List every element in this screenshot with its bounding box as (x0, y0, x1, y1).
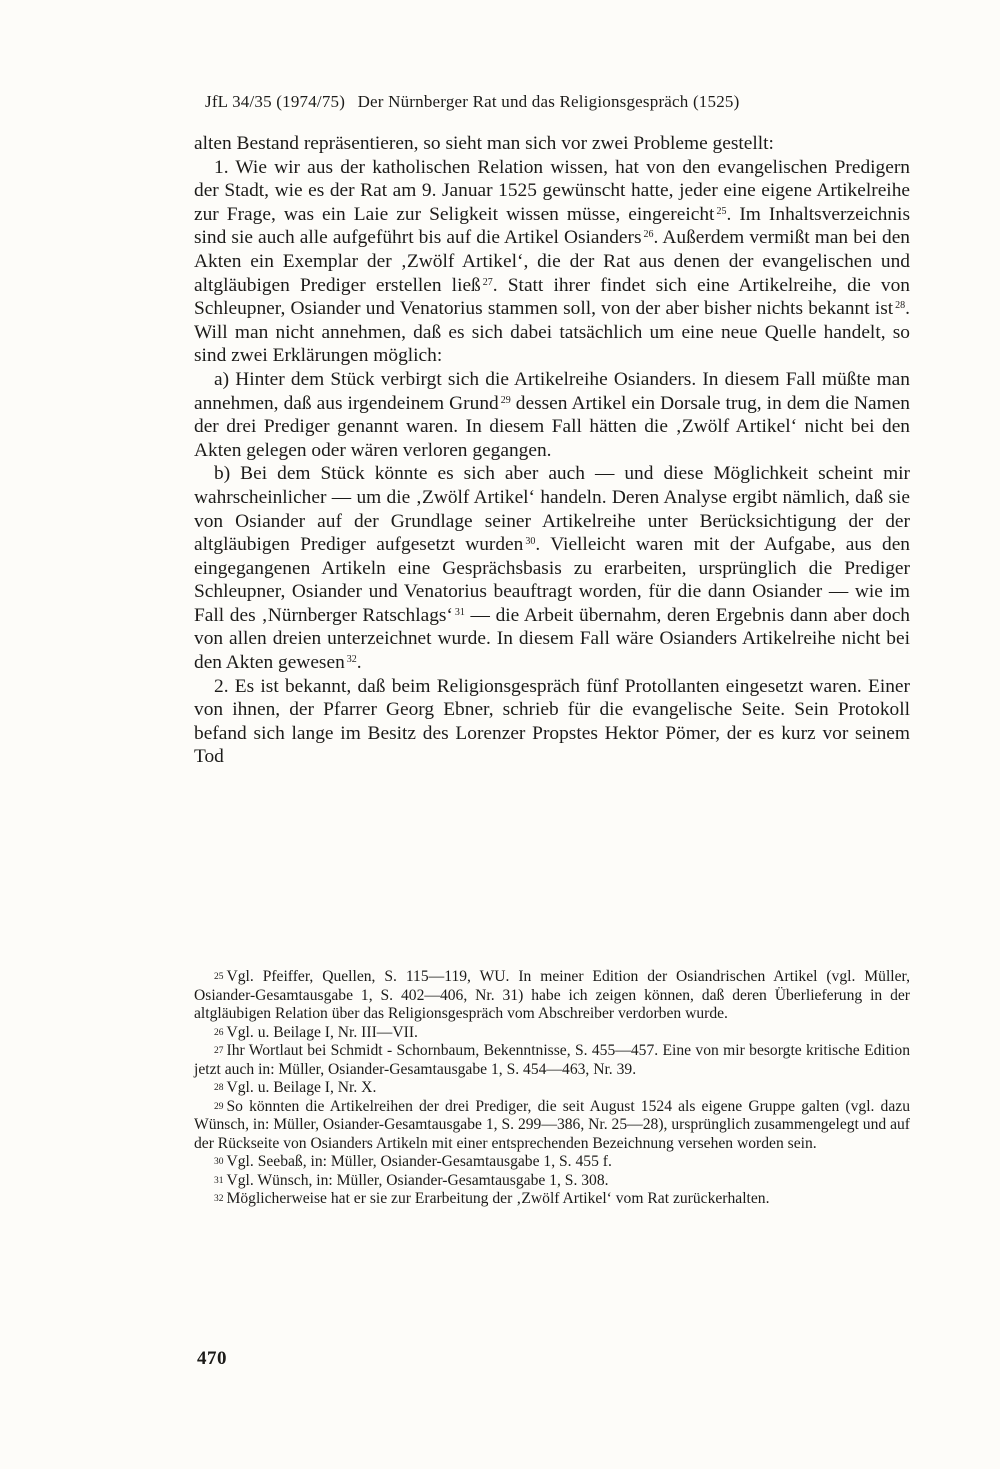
text-segment: . Statt ihrer findet sich eine Artikelreihe, die von Schleupner, Osiander und Venatorius stammen soll, von der aber bisher nichts bekannt ist (194, 274, 910, 320)
footnote-number: 32 (214, 1194, 224, 1204)
footnote-ref[interactable]: 29 (500, 394, 511, 406)
footnote (194, 968, 910, 1024)
text-segment: . Will man nicht annehmen, daß es sich dabei tatsächlich um eine neue Quelle handelt, so sind zwei Erklärungen möglich: (194, 298, 910, 367)
running-header (205, 92, 915, 112)
text-segment: . Vielleicht waren mit der Aufgabe, aus den eingegangenen Artikeln eine Gesprächsbasis zu erarbeiten, ursprünglich die Prediger Schleupner, Osiander und Venatorius beauftragt worden, für die dann Osiander — wie im Fall des ‚Nürnberger Ratschlags‘ (194, 534, 911, 626)
text-segment: . Im Inhaltsverzeichnis sind sie auch alle aufgeführt bis auf die Artikel Osianders (194, 203, 910, 249)
footnote-text: Vgl. Wünsch, in: Müller, Osiander-Gesamtausgabe 1, S. 308. (226, 1171, 609, 1189)
paragraph-explanation-b (194, 462, 910, 674)
footnote (194, 1024, 910, 1043)
footnote (194, 1079, 910, 1098)
footnote-number: 30 (214, 1157, 224, 1167)
footnote-ref[interactable]: 26 (643, 229, 654, 241)
footnotes (194, 968, 910, 1209)
page-number: 470 (197, 1348, 227, 1369)
footnote-ref[interactable]: 28 (895, 300, 906, 312)
footnote-text: Ihr Wortlaut bei Schmidt - Schornbaum, Bekenntnisse, S. 455—457. Eine von mir besorgte kritische Edition jetzt auch in: Müller, Osiander-Gesamtausgabe 1, S. 454—463, Nr. 39. (194, 1042, 910, 1078)
footnote-text: So könnten die Artikelreihen der drei Prediger, die seit August 1524 als eigene Gruppe galten (vgl. dazu Wünsch, in: Müller, Osiander-Gesamtausgabe 1, S. 299—386, Nr. 25—28), ursprünglich zusammengelegt und auf der Rückseite von Osianders Artikeln mit einer entsprechenden Bezeichnung versehen worden sein. (194, 1097, 910, 1152)
text-segment: b) Bei dem Stück könnte es sich aber auch — und diese Möglichkeit scheint mir wahrscheinlicher — um die ‚Zwölf Artikel‘ handeln. Deren Analyse ergibt nämlich, daß sie von Osiander auf der Grundlage seiner Artikelreihe unter Berücksichtigung der der altgläubigen Prediger aufgesetzt wurden (194, 463, 910, 556)
footnote (194, 1153, 910, 1172)
footnote-number: 31 (214, 1175, 224, 1186)
footnote (194, 1042, 910, 1079)
footnote-number: 28 (214, 1083, 224, 1093)
text-segment: . Außerdem vermißt man bei den Akten ein Exemplar der ‚Zwölf Artikel‘, die der Rat aus denen der evangelischen und altgläubigen Prediger erstellen ließ (194, 227, 910, 296)
text-segment: 1. Wie wir aus der katholischen Relation wissen, hat von den evangelischen Predigern der Stadt, wie es der Rat am 9. Januar 1525 gewünscht hatte, jeder eine eigene Artikelreihe zur Frage, was ein Laie zur Seligkeit wissen müsse, eingereicht (194, 156, 910, 225)
journal-citation: JfL 34/35 (1974/75) (205, 92, 346, 111)
footnote-ref[interactable]: 32 (346, 654, 357, 666)
footnote-ref[interactable]: 27 (482, 276, 493, 288)
footnote-text: Vgl. Seebaß, in: Müller, Osiander-Gesamtausgabe 1, S. 455 f. (226, 1153, 612, 1170)
footnote (194, 1172, 910, 1191)
text-segment: dessen Artikel ein Dorsale trug, in dem die Namen der drei Prediger genannt waren. In diesem Fall hätten die ‚Zwölf Artikel‘ nicht bei den Akten gelegen oder wären verloren gegangen. (194, 392, 910, 461)
footnote (194, 1098, 910, 1154)
footnote-number: 27 (214, 1046, 224, 1056)
article-title: Der Nürnberger Rat und das Religionsgespräch (1525) (357, 92, 740, 111)
footnote-text: Vgl. Pfeiffer, Quellen, S. 115—119, WU. In meiner Edition der Osiandrischen Artikel (vgl. Müller, Osiander-Gesamtausgabe 1, S. 402—406, Nr. 31) habe ich zeigen können, daß deren Überlieferung in der altgläubigen Relation über das Religionsgespräch vom Abschreiber verdorben wurde. (194, 968, 910, 1022)
footnote-ref[interactable]: 30 (525, 536, 536, 548)
footnote-number: 29 (214, 1101, 224, 1112)
footnote-number: 25 (214, 972, 224, 982)
text-segment: . (356, 652, 362, 674)
footnote-text: Möglicherweise hat er sie zur Erarbeitung der ‚Zwölf Artikel‘ vom Rat zurückerhalten. (226, 1190, 770, 1207)
main-text (194, 132, 910, 769)
paragraph-intro (194, 132, 910, 156)
paragraph-problem-2 (194, 675, 910, 769)
footnote-ref[interactable]: 25 (716, 205, 727, 217)
text-segment: 2. Es ist bekannt, daß beim Religionsgespräch fünf Protollanten eingesetzt waren. Einer von ihnen, der Pfarrer Georg Ebner, schrieb für die evangelische Seite. Sein Protokoll befand sich lange im Besitz des Lorenzer Propstes Hektor Pömer, der es kurz vor seinem Tod (194, 675, 910, 768)
paragraph-problem-1 (194, 156, 910, 368)
paragraph-explanation-a (194, 368, 910, 462)
text-segment: a) Hinter dem Stück verbirgt sich die Artikelreihe Osianders. In diesem Fall müßte man annehmen, daß aus irgendeinem Grund (194, 368, 910, 414)
footnote-ref[interactable]: 31 (454, 606, 465, 618)
text-segment: — die Arbeit übernahm, deren Ergebnis dann aber doch von allen dreien unterzeichnet wurde. In diesem Fall wäre Osianders Artikelreihe nicht bei den Akten gewesen (194, 604, 910, 674)
footnote-text: Vgl. u. Beilage I, Nr. III—VII. (226, 1023, 418, 1041)
footnote (194, 1190, 910, 1209)
footnote-number: 26 (214, 1027, 224, 1038)
text-segment: alten Bestand repräsentieren, so sieht man sich vor zwei Probleme gestellt: (194, 133, 774, 154)
footnote-text: Vgl. u. Beilage I, Nr. X. (226, 1079, 377, 1096)
